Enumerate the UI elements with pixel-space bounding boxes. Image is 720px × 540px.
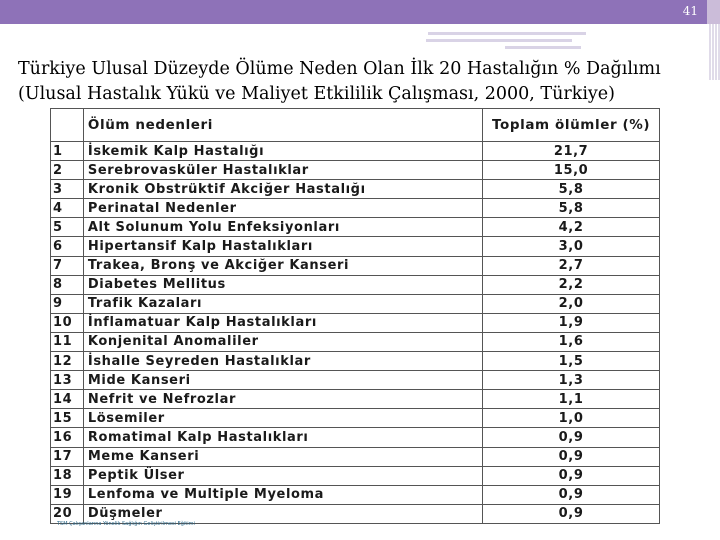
table-row <box>51 199 660 218</box>
slide-title <box>18 57 708 107</box>
row-number: 19 <box>51 485 84 504</box>
table-row <box>51 275 660 294</box>
table-row <box>51 237 660 256</box>
row-number: 17 <box>51 447 84 466</box>
row-number: 15 <box>51 409 84 428</box>
row-cause: Nefrit ve Nefrozlar <box>83 390 482 409</box>
row-number: 14 <box>51 390 84 409</box>
table-header-row <box>51 109 660 142</box>
row-percentage: 1,9 <box>483 313 660 332</box>
row-number: 8 <box>51 275 84 294</box>
table-body <box>51 142 660 524</box>
table-row <box>51 180 660 199</box>
row-number: 10 <box>51 313 84 332</box>
row-number: 2 <box>51 161 84 180</box>
header-total-deaths: Toplam ölümler (%) <box>483 109 660 142</box>
header-bar-light <box>707 0 720 24</box>
page-number: 41 <box>682 4 698 18</box>
row-cause: Alt Solunum Yolu Enfeksiyonları <box>83 218 482 237</box>
row-cause: Romatimal Kalp Hastalıkları <box>83 428 482 447</box>
table-row <box>51 428 660 447</box>
row-cause: Diabetes Mellitus <box>83 275 482 294</box>
row-percentage: 0,9 <box>483 447 660 466</box>
row-percentage: 15,0 <box>483 161 660 180</box>
title-line-1: Türkiye Ulusal Düzeyde Ölüme Neden Olan İlk 20 Hastalığın % Dağılımı <box>18 59 661 79</box>
row-percentage: 2,7 <box>483 256 660 275</box>
table-row <box>51 256 660 275</box>
row-cause: Meme Kanseri <box>83 447 482 466</box>
decorative-line <box>428 32 586 35</box>
row-percentage: 0,9 <box>483 485 660 504</box>
title-line-2: (Ulusal Hastalık Yükü ve Maliyet Etkililik Çalışması, 2000, Türkiye) <box>18 84 615 104</box>
row-cause: Peptik Ülser <box>83 466 482 485</box>
table-row <box>51 409 660 428</box>
row-number: 1 <box>51 142 84 161</box>
row-percentage: 4,2 <box>483 218 660 237</box>
header-cause: Ölüm nedenleri <box>83 109 482 142</box>
row-percentage: 1,6 <box>483 332 660 351</box>
table-row <box>51 294 660 313</box>
row-number: 11 <box>51 332 84 351</box>
row-percentage: 5,8 <box>483 180 660 199</box>
decorative-side-lines <box>708 24 720 80</box>
table-row <box>51 218 660 237</box>
row-percentage: 21,7 <box>483 142 660 161</box>
row-cause: İshalle Seyreden Hastalıklar <box>83 352 482 371</box>
row-percentage: 1,5 <box>483 352 660 371</box>
row-cause: Lenfoma ve Multiple Myeloma <box>83 485 482 504</box>
death-causes-table-container <box>50 108 660 522</box>
row-cause: Kronik Obstrüktif Akciğer Hastalığı <box>83 180 482 199</box>
table-row <box>51 352 660 371</box>
row-number: 9 <box>51 294 84 313</box>
decorative-line <box>505 46 581 49</box>
table-row <box>51 447 660 466</box>
row-percentage: 3,0 <box>483 237 660 256</box>
row-number: 7 <box>51 256 84 275</box>
row-cause: Lösemiler <box>83 409 482 428</box>
row-cause: Mide Kanseri <box>83 371 482 390</box>
row-number: 20 <box>51 504 84 523</box>
row-cause: Düşmeler <box>83 504 482 523</box>
row-cause: Serebrovasküler Hastalıklar <box>83 161 482 180</box>
row-percentage: 0,9 <box>483 466 660 485</box>
row-cause: İskemik Kalp Hastalığı <box>83 142 482 161</box>
footer-text: TSM Çalışanlarına Yönelik Sağlığın Geliştirilmesi Eğitimi <box>57 521 195 527</box>
table-row <box>51 485 660 504</box>
row-cause: Trakea, Bronş ve Akciğer Kanseri <box>83 256 482 275</box>
table-row <box>51 390 660 409</box>
row-percentage: 5,8 <box>483 199 660 218</box>
row-percentage: 1,1 <box>483 390 660 409</box>
row-number: 6 <box>51 237 84 256</box>
table-row <box>51 142 660 161</box>
table-row <box>51 371 660 390</box>
death-causes-table <box>50 108 660 524</box>
table-row <box>51 161 660 180</box>
row-percentage: 2,0 <box>483 294 660 313</box>
row-cause: Hipertansif Kalp Hastalıkları <box>83 237 482 256</box>
row-number: 4 <box>51 199 84 218</box>
row-number: 3 <box>51 180 84 199</box>
row-cause: Trafik Kazaları <box>83 294 482 313</box>
row-number: 18 <box>51 466 84 485</box>
header-bar-purple <box>0 0 707 24</box>
row-percentage: 2,2 <box>483 275 660 294</box>
decorative-line <box>426 39 572 42</box>
row-number: 12 <box>51 352 84 371</box>
header-accent-bar <box>0 0 720 24</box>
row-percentage: 0,9 <box>483 428 660 447</box>
row-number: 13 <box>51 371 84 390</box>
row-percentage: 1,3 <box>483 371 660 390</box>
row-cause: Konjenital Anomaliler <box>83 332 482 351</box>
row-cause: İnflamatuar Kalp Hastalıkları <box>83 313 482 332</box>
table-row <box>51 466 660 485</box>
table-row <box>51 313 660 332</box>
row-number: 5 <box>51 218 84 237</box>
table-row <box>51 332 660 351</box>
header-number <box>51 109 84 142</box>
row-number: 16 <box>51 428 84 447</box>
row-percentage: 1,0 <box>483 409 660 428</box>
row-percentage: 0,9 <box>483 504 660 523</box>
row-cause: Perinatal Nedenler <box>83 199 482 218</box>
